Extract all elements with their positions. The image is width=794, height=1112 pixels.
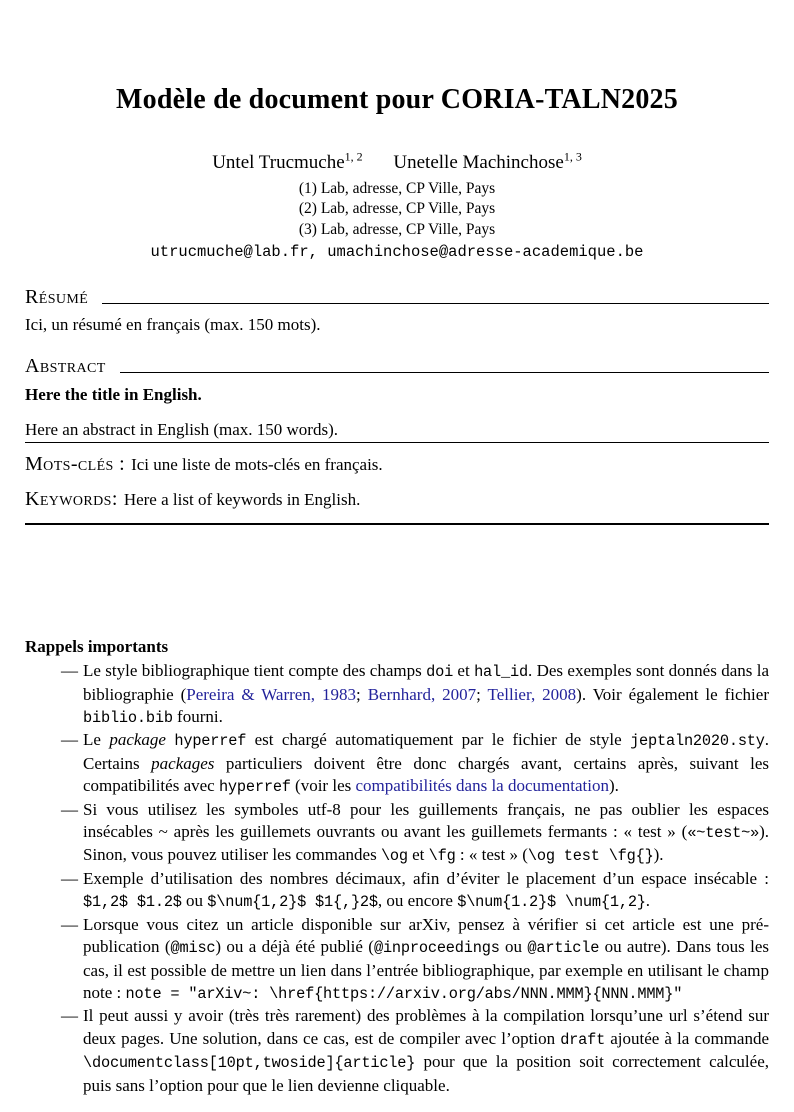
text-segment: ou <box>181 891 208 911</box>
text-segment: ). <box>609 776 619 796</box>
author-name: Untel Trucmuche <box>212 152 345 173</box>
text-segment: $\num{1,2}$ $1{,}2$ <box>207 893 378 912</box>
citation-link[interactable]: Bernhard, 2007 <box>367 684 477 704</box>
reminder-list <box>25 660 769 1097</box>
text-segment: $\num{1.2}$ \num{1,2} <box>457 893 646 912</box>
text-segment: ou <box>499 937 528 957</box>
keywords-text: Here a list of keywords in English. <box>123 490 361 510</box>
text-segment: jeptaln2020.sty <box>630 732 765 751</box>
text-segment: (voir les <box>290 776 356 796</box>
list-item <box>25 799 769 868</box>
keywords-label: Keywords: <box>25 488 118 511</box>
text-segment: et <box>453 661 475 681</box>
resume-text: Ici, un résumé en français (max. 150 mots). <box>25 315 321 335</box>
text-segment: @misc <box>170 939 216 958</box>
abstract-english-title: Here the title in English. <box>25 385 202 405</box>
text-segment: particuliers doivent être donc chargés avant, certains après, suivant les compatibilités avec <box>83 753 769 796</box>
motscles-text: Ici une liste de mots-clés en français. <box>131 455 383 475</box>
keywords-line <box>25 488 769 511</box>
text-segment: $1,2$ $1.2$ <box>83 893 182 912</box>
text-segment: hyperref <box>218 778 291 797</box>
text-segment: , ou encore <box>377 891 458 911</box>
text-segment: package <box>109 730 166 750</box>
text-segment: . Des exemples sont donnés dans la bibliographie ( <box>83 661 769 704</box>
text-segment: est chargé automatiquement par le fichier de style <box>246 730 631 750</box>
text-segment: ajoutée à la commande <box>605 1028 770 1048</box>
bullet-dash: — <box>61 799 78 819</box>
citation-link[interactable]: Tellier, 2008 <box>487 684 577 704</box>
bottom-rule <box>25 523 769 525</box>
motscles-label: Mots-clés : <box>25 453 126 476</box>
doc-compat-link[interactable]: compatibilités dans la documentation <box>355 776 610 796</box>
list-item <box>25 868 769 914</box>
text-segment: biblio.bib <box>83 709 173 728</box>
author-affil-sup: 1, 3 <box>563 149 582 164</box>
text-segment: «~test~» <box>687 824 760 843</box>
text-segment: ). Voir également le fichier <box>576 684 769 704</box>
text-segment: draft <box>560 1030 606 1049</box>
text-segment: note = "arXiv~: \href{https://arxiv.org/abs/NNN.MMM}{NNN.MMM}" <box>125 984 683 1003</box>
text-segment: ; <box>476 684 488 704</box>
text-segment: @inproceedings <box>373 939 500 958</box>
abstract-rule <box>120 372 769 373</box>
affiliation-line: (2) Lab, adresse, CP Ville, Pays <box>298 200 496 218</box>
text-segment: ; <box>356 684 368 704</box>
text-segment: Le style bibliographique tient compte des champs <box>83 661 427 681</box>
bullet-dash: — <box>61 730 78 750</box>
bullet-dash: — <box>61 868 78 888</box>
affiliations <box>25 179 769 240</box>
citation-link[interactable]: Pereira & Warren, 1983 <box>186 684 357 704</box>
text-segment: ou autre). Dans tous les cas, il est possible de mettre un lien dans l’entrée bibliographique, par exemple en utilisant le champ note : <box>83 937 769 1002</box>
text-segment: Il peut aussi y avoir (très très rarement) des problèmes à la compilation lorsqu’une url s’étend sur deux pages. Une solution, dans ce cas, est de compiler avec l’option <box>83 1006 769 1048</box>
affiliation-line: (3) Lab, adresse, CP Ville, Pays <box>298 220 496 238</box>
resume-section-header <box>25 286 769 309</box>
list-item <box>25 660 769 729</box>
text-segment: \og <box>380 847 408 866</box>
text-segment: et <box>407 845 429 865</box>
text-segment: hyperref <box>174 732 247 751</box>
bullet-dash: — <box>61 914 78 934</box>
text-segment: . <box>645 891 651 911</box>
bullet-dash: — <box>61 661 78 681</box>
abstract-english-text: Here an abstract in English (max. 150 words). <box>25 420 769 443</box>
author-name: Unetelle Machinchose <box>393 152 564 173</box>
author-emails: utrucmuche@lab.fr, umachinchose@adresse-academique.be <box>150 243 644 262</box>
author-affil-sup: 1, 2 <box>344 149 363 164</box>
author-2 <box>393 149 582 174</box>
text-segment: Lorsque vous citez un article disponible sur arXiv, pensez à vérifier si cet article est une pré-publication ( <box>83 914 769 957</box>
text-segment: \documentclass[10pt,twoside]{article} <box>83 1054 416 1073</box>
section-heading: Rappels importants <box>25 637 169 657</box>
bullet-dash: — <box>61 1006 78 1026</box>
author-1 <box>212 149 363 174</box>
text-segment: \fg <box>428 847 456 866</box>
paper-title: Modèle de document pour CORIA-TALN2025 <box>116 84 678 115</box>
text-segment: Exemple d’utilisation des nombres décimaux, afin d’éviter le placement d’un espace insécable : <box>83 868 769 888</box>
list-item <box>25 729 769 798</box>
resume-rule <box>102 303 769 304</box>
text-segment: ). <box>653 845 664 865</box>
authors-line <box>25 149 769 174</box>
list-item <box>25 914 769 1006</box>
text-segment: ) ou a déjà été publié ( <box>215 937 374 957</box>
text-segment: packages <box>151 753 215 773</box>
text-segment: @article <box>527 939 600 958</box>
text-segment: \og test \fg{} <box>527 847 654 866</box>
text-segment: Si vous utilisez les symboles utf-8 pour les guillements français, ne pas oublier les espaces insécables ~ après les guillemets ouvrants ou avant les guillemets fermants : « test » ( <box>83 799 769 842</box>
abstract-block <box>25 286 769 525</box>
text-segment: : « test » ( <box>455 845 528 865</box>
text-segment: doi <box>426 663 454 682</box>
text-segment: Le <box>83 730 110 750</box>
text-segment: fourni. <box>172 707 223 727</box>
text-segment: hal_id <box>474 663 528 682</box>
affiliation-line: (1) Lab, adresse, CP Ville, Pays <box>298 180 496 197</box>
text-segment: pour que la position soit correctement calculée, puis sans l’option pour que le lien devienne cliquable. <box>83 1052 769 1095</box>
text-segment: ). Sinon, vous pouvez utiliser les commandes <box>83 822 769 865</box>
abstract-label: Abstract <box>25 355 106 378</box>
abstract-section-header <box>25 355 769 378</box>
list-item <box>25 1005 769 1097</box>
motscles-line <box>25 453 769 476</box>
resume-label: Résumé <box>25 286 89 309</box>
text-segment: . Certains <box>83 730 770 773</box>
